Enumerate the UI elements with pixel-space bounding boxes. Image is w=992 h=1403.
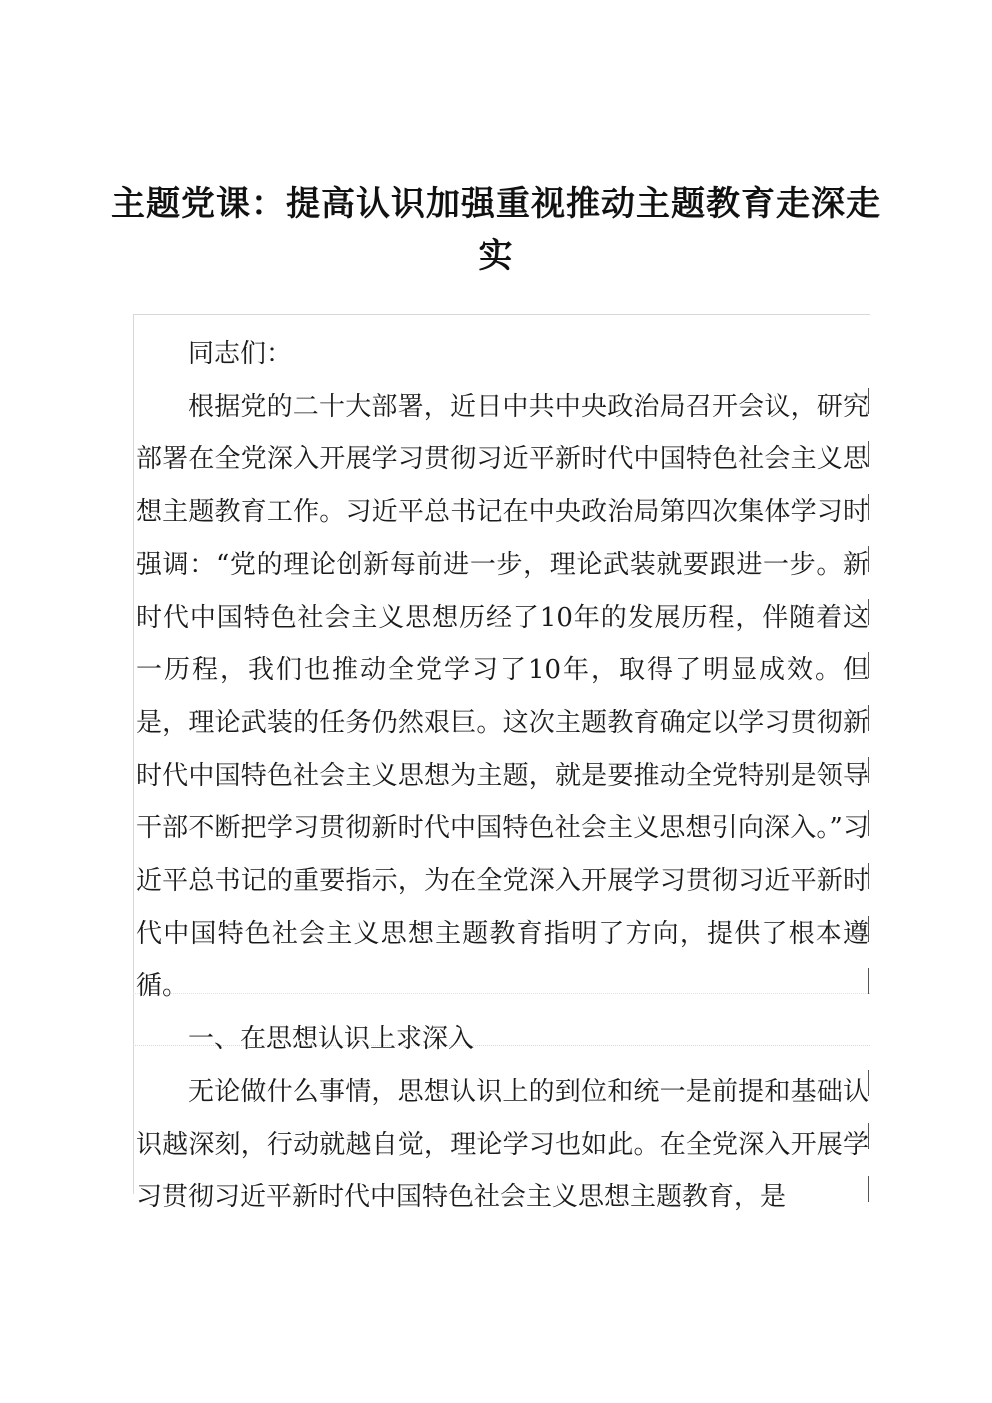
salutation: 同志们：	[188, 339, 293, 369]
section-paragraph: 无论做什么事情，思想认识上的到位和统一是前提和基础认识越深刻，行动就越自觉，理论学习也如此。在全党深入开展学习贯彻习近平新时代中国特色社会主义思想主题教育，是	[136, 1076, 869, 1213]
text-frame-left-border	[133, 314, 134, 1194]
document-title: 主题党课：提高认识加强重视推动主题教育走深走实	[111, 184, 881, 276]
text-frame-top-border	[133, 314, 870, 315]
body-paragraph: 根据党的二十大部署，近日中共中央政治局召开会议，研究部署在全党深入开展学习贯彻习近平新时代中国特色社会主义思想主题教育工作。习近平总书记在中央政治局第四次集体学习时强调：“党的理论创新每前进一步，理论武装就要跟进一步。新时代中国特色社会主义思想历经了10年的发展历程，伴随着这一历程，我们也推动全党学习了10年，取得了明显成效。但是，理论武装的任务仍然艰巨。这次主题教育确定以学习贯彻新时代中国特色社会主义思想为主题，就是要推动全党特别是领导干部不断把学习贯彻新时代中国特色社会主义思想引向深入。”习近平总书记的重要指示，为在全党深入开展学习贯彻习近平新时代中国特色社会主义思想主题教育指明了方向，提供了根本遵循。	[136, 391, 869, 1002]
document-body	[136, 328, 869, 1224]
section-heading: 一、在思想认识上求深入	[188, 1024, 475, 1055]
